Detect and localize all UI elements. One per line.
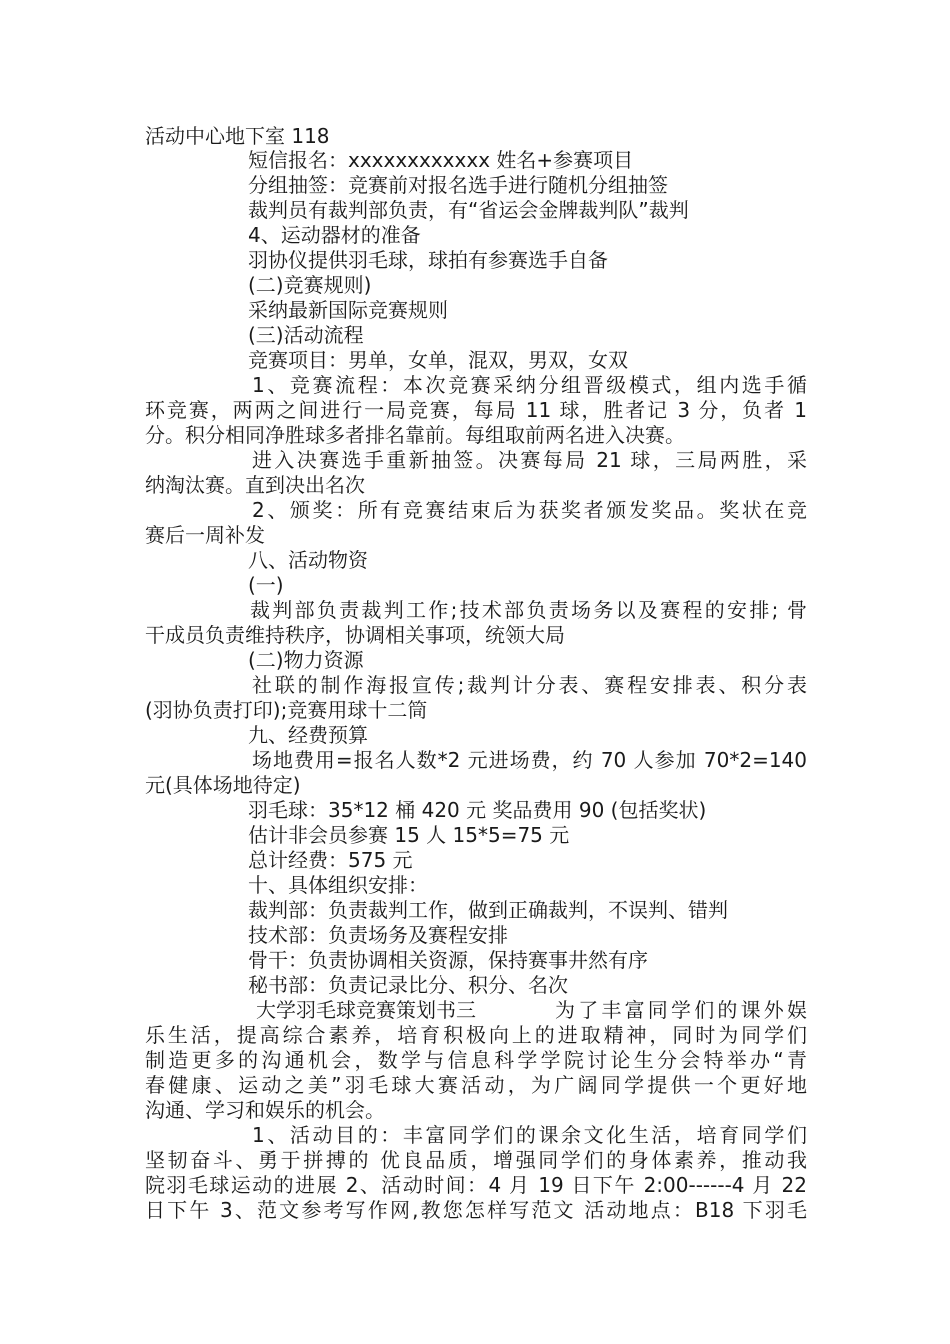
text-line: 春健康、运动之美”羽毛球大赛活动，为广阔同学提供一个更好地 xyxy=(145,1073,807,1097)
text-line: 九、经费预算 xyxy=(248,723,368,747)
text-line: 羽毛球：35*12 桶 420 元 奖品费用 90 (包括奖状) xyxy=(248,798,707,822)
text-line: 纳淘汰赛。直到决出名次 xyxy=(145,473,365,497)
text-line: 八、活动物资 xyxy=(248,548,368,572)
text-line: 分组抽签：竞赛前对报名选手进行随机分组抽签 xyxy=(248,173,668,197)
section-title: 大学羽毛球竞赛策划书三 xyxy=(256,998,476,1022)
text-line: 骨干：负责协调相关资源，保持赛事井然有序 xyxy=(248,948,648,972)
text-line: 赛后一周补发 xyxy=(145,523,265,547)
text-line: 秘书部：负责记录比分、积分、名次 xyxy=(248,973,568,997)
text-line: 1、竞赛流程：本次竞赛采纳分组晋级模式，组内选手循 xyxy=(252,373,807,397)
text-line: 活动中心地下室 118 xyxy=(145,124,330,148)
text-line: 沟通、学习和娱乐的机会。 xyxy=(145,1098,385,1122)
text-line: 2、颁奖：所有竞赛结束后为获奖者颁发奖品。奖状在竞 xyxy=(252,498,807,522)
text-line: 进入决赛选手重新抽签。决赛每局 21 球，三局两胜，采 xyxy=(252,448,807,472)
text-line: 十、具体组织安排： xyxy=(248,873,428,897)
text-line: (二)物力资源 xyxy=(248,648,364,672)
text-line: 技术部：负责场务及赛程安排 xyxy=(248,923,508,947)
text-line: 环竞赛，两两之间进行一局竞赛，每局 11 球，胜者记 3 分，负者 1 xyxy=(145,398,807,422)
text-line: 为了丰富同学们的课外娱 xyxy=(555,998,807,1022)
text-line: 坚韧奋斗、勇于拼搏的 优良品质，增强同学们的身体素养，推动我 xyxy=(145,1148,807,1172)
text-line: 社联的制作海报宣传;裁判计分表、赛程安排表、积分表 xyxy=(252,673,807,697)
text-line: 1、活动目的：丰富同学们的课余文化生活，培育同学们 xyxy=(252,1123,807,1147)
text-line: 采纳最新国际竞赛规则 xyxy=(248,298,448,322)
text-line: 院羽毛球运动的进展 2、活动时间：4 月 19 日下午 2:00------4 月 22 xyxy=(145,1173,807,1197)
text-line: 裁判部：负责裁判工作，做到正确裁判，不误判、错判 xyxy=(248,898,728,922)
text-line: (三)活动流程 xyxy=(248,323,364,347)
text-line: (一) xyxy=(248,573,284,597)
text-line: 场地费用=报名人数*2 元进场费，约 70 人参加 70*2=140 xyxy=(252,748,807,772)
text-line: 制造更多的沟通机会，数学与信息科学学院讨论生分会特举办“青 xyxy=(145,1048,807,1072)
text-line: 羽协仪提供羽毛球，球拍有参赛选手自备 xyxy=(248,248,608,272)
text-line: 竞赛项目：男单，女单，混双，男双，女双 xyxy=(248,348,628,372)
text-line: 日下午 3、范文参考写作网,教您怎样写范文 活动地点：B18 下羽毛 xyxy=(145,1198,807,1222)
text-line: 元(具体场地待定) xyxy=(145,773,301,797)
text-line: 裁判员有裁判部负责，有“省运会金牌裁判队”裁判 xyxy=(248,198,689,222)
text-line: 干成员负责维持秩序，协调相关事项，统领大局 xyxy=(145,623,565,647)
text-line: 分。积分相同净胜球多者排名靠前。每组取前两名进入决赛。 xyxy=(145,423,685,447)
text-line: 乐生活，提高综合素养，培育积极向上的进取精神，同时为同学们 xyxy=(145,1023,807,1047)
text-line: 总计经费：575 元 xyxy=(248,848,413,872)
text-line: 4、运动器材的准备 xyxy=(248,223,421,247)
text-line: 短信报名：xxxxxxxxxxxx 姓名+参赛项目 xyxy=(248,148,634,172)
text-line: (羽协负责打印);竞赛用球十二筒 xyxy=(145,698,428,722)
text-line: 裁判部负责裁判工作;技术部负责场务以及赛程的安排; 骨 xyxy=(250,598,807,622)
text-line: 估计非会员参赛 15 人 15*5=75 元 xyxy=(248,823,570,847)
text-line: (二)竞赛规则) xyxy=(248,273,372,297)
